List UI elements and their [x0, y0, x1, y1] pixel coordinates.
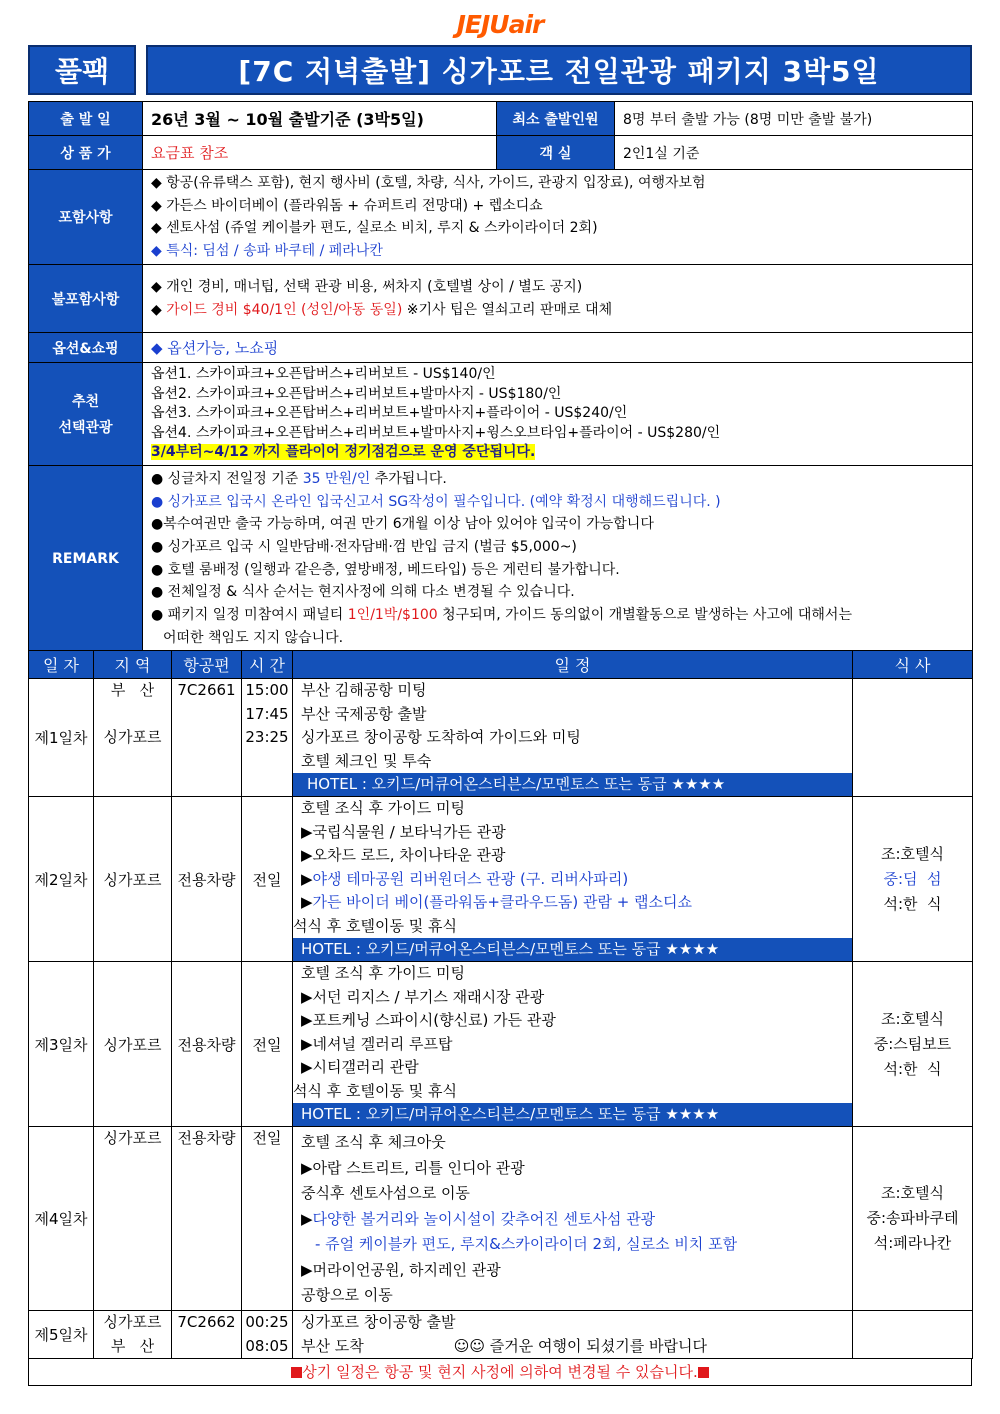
schedule-line: 부산 국제공항 출발 [301, 704, 427, 723]
remark-text: 추가됩니다. [370, 470, 447, 487]
schedule-line: 부산 김해공항 미팅 [301, 681, 427, 699]
jejuair-logo: JEJUair [456, 10, 544, 39]
meal-dinner: 석:한 식 [883, 894, 942, 913]
remark-item [151, 468, 964, 491]
time-value: 전일 [242, 797, 293, 962]
included-item: ◆ 항공(유류택스 포함), 현지 행사비 (호텔, 차량, 식사, 가이드, 관광지 입장료), 여행자보험 [151, 175, 706, 191]
col-header-region: 지 역 [94, 651, 172, 679]
package-type-badge: 풀팩 [28, 45, 136, 95]
excluded-label: 불포함사항 [29, 265, 143, 333]
red-square-icon [698, 1367, 709, 1378]
day-label: 제3일차 [29, 962, 94, 1127]
region-name: 부 산 [110, 681, 155, 699]
option-item: 옵션2. 스카이파크+오픈탑버스+리버보트+발마사지 - US$180/인 [151, 385, 562, 402]
departure-label: 출 발 일 [29, 102, 143, 136]
col-header-flight: 항공편 [172, 651, 242, 679]
excluded-item [151, 299, 964, 322]
single-charge: 35 만원/인 [302, 470, 371, 487]
arrow-icon: ▶ [301, 869, 313, 888]
day-label: 제2일차 [29, 797, 94, 962]
guide-fee-text: 가이드 경비 $40/1인 (성인/아동 동일) [166, 301, 403, 318]
schedule-line: 공항으로 이동 [301, 1286, 393, 1304]
price-label: 상 품 가 [29, 136, 143, 170]
meal-dinner: 석:페라나칸 [873, 1234, 952, 1252]
meal-breakfast: 조:호텔식 [880, 844, 944, 863]
region-name: 싱가포르 [103, 1313, 162, 1331]
recommended-label-line: 추천 [71, 393, 100, 410]
hotel-bar: HOTEL : 오키드/머큐어온스티븐스/모멘토스 또는 동급 ★★★★ [293, 1103, 853, 1126]
region-cell [94, 679, 172, 797]
time-value: 00:25 [245, 1313, 289, 1331]
schedule-line: ▶국립식물원 / 보타닉가든 관광 [301, 822, 506, 841]
remark-item: 어떠한 책임도 지지 않습니다. [163, 629, 344, 646]
red-square-icon [291, 1367, 302, 1378]
time-cell [242, 1311, 293, 1359]
included-item: ◆ 가든스 바이더베이 (플라워돔 + 슈퍼트리 전망대) + 렙소디쇼 [151, 197, 543, 214]
recommended-options-list [143, 363, 973, 466]
region-cell [94, 1311, 172, 1359]
min-people-label: 최소 출발인원 [497, 102, 615, 136]
schedule-line: 싱가포르 창이공항 출발 [301, 1313, 456, 1331]
itinerary-day-4 [29, 1127, 973, 1311]
meal-breakfast: 조:호텔식 [880, 1009, 944, 1028]
included-label: 포함사항 [29, 170, 143, 265]
meal-cell [853, 679, 973, 797]
itinerary-day-3 [29, 962, 973, 1127]
time-value [242, 1127, 293, 1311]
included-item: ◆ 특식: 딤섬 / 송파 바쿠테 / 페라나칸 [151, 242, 383, 259]
day-label: 제5일차 [29, 1311, 94, 1359]
schedule-line: ▶네셔널 겔러리 루프탑 [301, 1034, 453, 1053]
remark-item [151, 604, 964, 627]
time-value: 08:05 [245, 1336, 289, 1355]
excluded-bullet: ◆ [151, 301, 167, 318]
flight-number: 7C2662 [177, 1313, 236, 1331]
remark-item: ● 싱가포르 입국시 온라인 입국신고서 SG작성이 필수입니다. (예약 확정시 대행해드립니다. ) [151, 493, 721, 510]
remark-text: ● 싱글차지 전일정 기준 [151, 470, 303, 487]
remark-item: ● 싱가포르 입국 시 일반담배·전자담배·껌 반입 금지 (벌금 $5,000~) [151, 539, 577, 556]
meal-cell [853, 797, 973, 962]
option-shopping-label: 옵션&쇼핑 [29, 333, 143, 363]
price-value: 요금표 참조 [143, 136, 497, 170]
farewell-message: ☺☺ 즐거운 여행이 되셨기를 바랍니다 [453, 1336, 707, 1355]
room-label: 객 실 [497, 136, 615, 170]
schedule-cell [293, 1127, 853, 1311]
schedule-line: 호텔 체크인 및 투숙 [301, 751, 432, 770]
schedule-line [301, 891, 852, 915]
package-info-table [28, 101, 973, 653]
remark-item: ●복수여권만 출국 가능하며, 여권 만기 6개월 이상 남아 있어야 입국이 가능합니다 [151, 516, 654, 533]
remark-item: ● 전체일정 & 식사 순서는 현지사정에 의해 다소 변경될 수 있습니다. [151, 584, 575, 601]
excluded-list [143, 265, 973, 333]
schedule-line: 석식 후 호텔이동 및 휴식 [293, 916, 457, 935]
itinerary-day-5 [29, 1311, 973, 1359]
schedule-cell [293, 679, 853, 797]
region-name: 부 산 [110, 1336, 155, 1355]
itinerary-day-1 [29, 679, 973, 797]
schedule-text: 부산 도착 [301, 1336, 364, 1355]
penalty-amount: 1인/1박/$100 [347, 607, 438, 624]
time-cell [242, 679, 293, 797]
schedule-line [301, 868, 852, 892]
driver-tip-text: ※기사 팁은 열쇠고리 판매로 대체 [402, 301, 613, 318]
remark-list [143, 465, 973, 652]
meal-lunch: 중:스팀보트 [873, 1034, 952, 1053]
transport: 전용차량 [172, 797, 242, 962]
schedule-cell [293, 962, 853, 1127]
schedule-line: 호텔 조식 후 가이드 미팅 [301, 799, 465, 817]
flight-cell [172, 679, 242, 797]
itinerary-table [28, 650, 973, 1359]
included-list [143, 170, 973, 265]
flight-cell [172, 1311, 242, 1359]
arrow-icon: ▶ [301, 893, 313, 911]
schedule-line: 싱가포르 창이공항 도착하여 가이드와 미팅 [301, 728, 581, 746]
footer-text: 상기 일정은 항공 및 현지 사정에 의하여 변경될 수 있습니다. [302, 1363, 698, 1381]
col-header-schedule: 일 정 [293, 651, 853, 679]
room-value: 2인1실 기준 [615, 136, 973, 170]
schedule-cell [293, 1311, 853, 1359]
time-text: 전일 [252, 1129, 282, 1147]
region-name: 싱가포르 [103, 728, 162, 746]
transport-text: 전용차량 [177, 1129, 236, 1147]
min-people-value: 8명 부터 출발 가능 (8명 미만 출발 불가) [615, 102, 973, 136]
schedule-highlight: 야생 테마공원 리버원더스 관광 (구. 리버사파리) [312, 869, 629, 888]
meal-dinner: 석:한 식 [883, 1059, 942, 1078]
schedule-highlight: 다양한 볼거리와 놀이시설이 갖추어진 센토사섬 관광 [312, 1209, 656, 1228]
time-value: 15:00 [245, 681, 289, 699]
schedule-line: 호텔 조식 후 체크아웃 [301, 1133, 446, 1151]
col-header-meal: 식 사 [853, 651, 973, 679]
region-text: 싱가포르 [103, 1129, 162, 1147]
schedule-highlight: 가든 바이더 베이(플라워돔+클라우드돔) 관람 + 랩소디쇼 [312, 893, 693, 911]
option-item: 옵션1. 스카이파크+오픈탑버스+리버보트 - US$140/인 [151, 366, 496, 382]
schedule-line: 석식 후 호텔이동 및 휴식 [293, 1081, 457, 1100]
time-value: 전일 [242, 962, 293, 1127]
page-title: [7C 저녁출발] 싱가포르 전일관광 패키지 3박5일 [146, 45, 972, 95]
time-value: 17:45 [245, 704, 289, 723]
option-item: 옵션3. 스카이파크+오픈탑버스+리버보트+발마사지+플라이어 - US$240/인 [151, 405, 628, 422]
arrow-icon: ▶ [301, 1209, 313, 1228]
remark-item: ● 호텔 룸배정 (일행과 같은층, 옆방배정, 베드타입) 등은 게런티 불가합니다. [151, 561, 620, 578]
col-header-day: 일 자 [29, 651, 94, 679]
col-header-time: 시 간 [242, 651, 293, 679]
schedule-cell [293, 797, 853, 962]
schedule-line: ▶오차드 로드, 차이나타운 관광 [301, 846, 506, 864]
schedule-highlight: - 쥬얼 케이블카 편도, 루지&스카이라이더 2회, 실로소 비치 포함 [315, 1235, 738, 1253]
flight-number: 7C2661 [177, 681, 236, 699]
meal-lunch: 중:딤 섬 [883, 869, 942, 888]
day-label: 제1일차 [29, 679, 94, 797]
schedule-line [301, 1207, 852, 1233]
transport [172, 1127, 242, 1311]
meal-cell [853, 1311, 973, 1359]
time-value: 23:25 [245, 728, 289, 746]
meal-cell [853, 1127, 973, 1311]
itinerary-day-2 [29, 797, 973, 962]
region-name [94, 1127, 172, 1311]
schedule-line: ▶서던 리지스 / 부기스 재래시장 관광 [301, 987, 545, 1006]
option-shopping-value: ◆ 옵션가능, 노쇼핑 [143, 333, 973, 363]
remark-text: 청구되며, 가이드 동의없이 개별활동으로 발생하는 사고에 대해서는 [437, 607, 852, 624]
region-name: 싱가포르 [94, 962, 172, 1127]
schedule-line: 호텔 조식 후 가이드 미팅 [301, 964, 465, 982]
schedule-line: ▶시티갤러리 관람 [301, 1058, 419, 1076]
schedule-line [301, 1335, 852, 1359]
flyer-notice: 3/4부터~4/12 까지 플라이어 정기점검으로 운영 중단됩니다. [151, 444, 536, 461]
recommended-options-label [29, 363, 143, 466]
footer-notice [28, 1358, 972, 1386]
remark-label: REMARK [29, 465, 143, 652]
recommended-label-line: 선택관광 [58, 419, 113, 436]
region-name: 싱가포르 [94, 797, 172, 962]
hotel-bar: HOTEL : 오키드/머큐어온스티븐스/모멘토스 또는 동급 ★★★★ [293, 773, 853, 796]
departure-value: 26년 3월 ~ 10월 출발기준 (3박5일) [143, 102, 497, 136]
schedule-line: ▶포트케닝 스파이시(향신료) 가든 관광 [301, 1011, 556, 1029]
schedule-line: ▶아랍 스트리트, 리틀 인디아 관광 [301, 1158, 525, 1177]
meal-cell [853, 962, 973, 1127]
transport: 전용차량 [172, 962, 242, 1127]
schedule-line: ▶머라이언공원, 하지레인 관광 [301, 1260, 501, 1279]
meal-breakfast: 조:호텔식 [880, 1184, 944, 1202]
excluded-item: ◆ 개인 경비, 매너팁, 선택 관광 비용, 써차지 (호텔별 상이 / 별도 공지) [151, 279, 583, 295]
schedule-line: 중식후 센토사섬으로 이동 [301, 1184, 470, 1202]
hotel-bar: HOTEL : 오키드/머큐어온스티븐스/모멘토스 또는 동급 ★★★★ [293, 938, 853, 961]
option-item: 옵션4. 스카이파크+오픈탑버스+리버보트+발마사지+윙스오브타임+플라이어 - US$280/인 [151, 424, 721, 441]
included-item: ◆ 센토사섬 (쥬얼 케이블카 편도, 실로소 비치, 루지 & 스카이라이더 2회) [151, 220, 598, 236]
day-label: 제4일차 [29, 1127, 94, 1311]
meal-lunch: 중:송파바쿠테 [866, 1209, 959, 1227]
remark-text: ● 패키지 일정 미참여시 패널티 [151, 607, 348, 624]
